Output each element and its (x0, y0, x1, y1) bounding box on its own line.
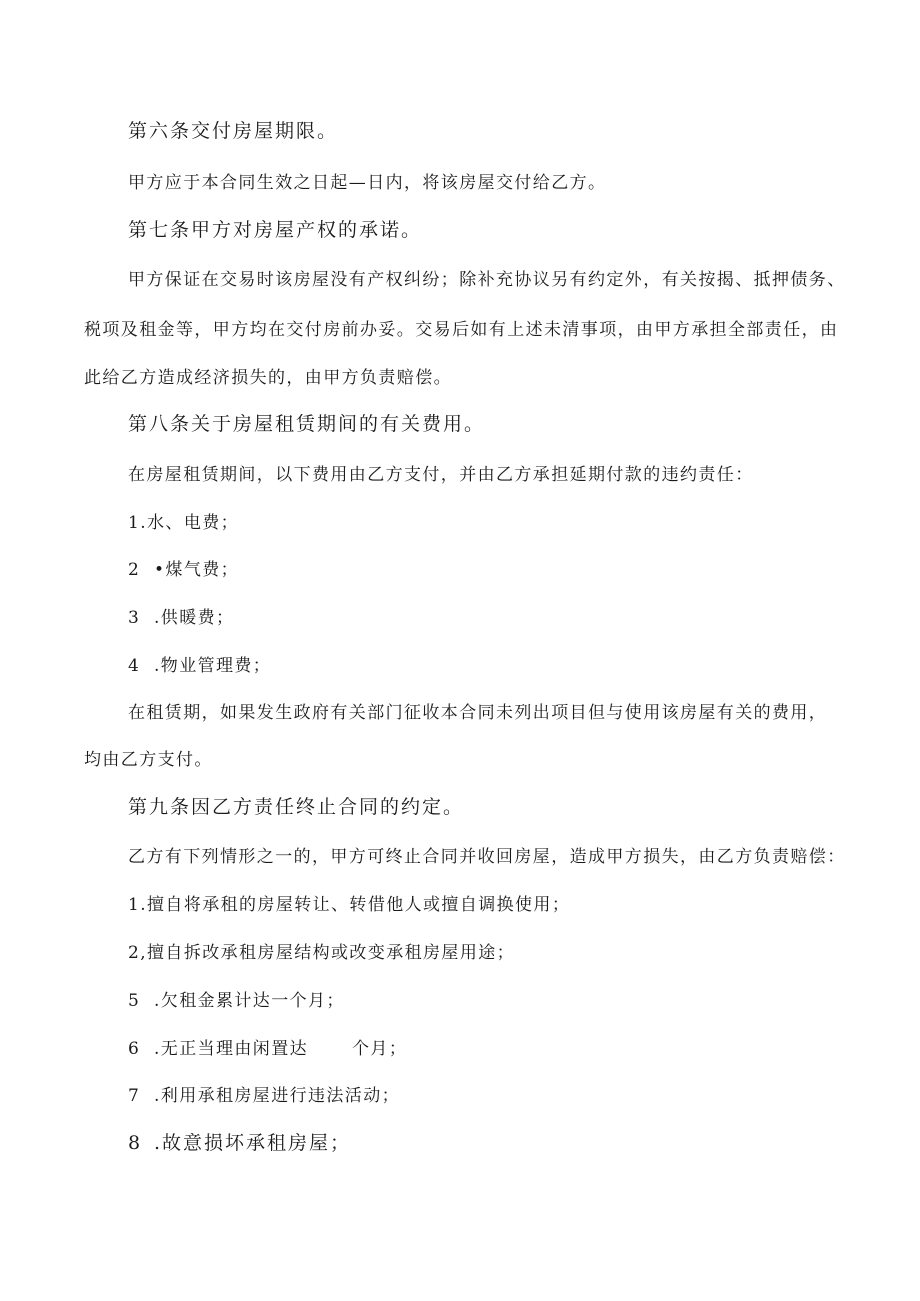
article-8-item-3 (128, 606, 234, 630)
article-9-intro: 乙方有下列情形之一的，甲方可终止合同并收回房屋，造成甲方损失，由乙方负责赔偿： (128, 847, 846, 867)
article-7-line-1: 甲方保证在交易时该房屋没有产权纠纷；除补充协议另有约定外，有关按揭、抵押债务、 (128, 270, 846, 290)
item-text: .利用承租房屋进行违法活动； (154, 1086, 401, 1106)
article-8-heading: 第八条关于房屋租赁期间的有关费用。 (128, 413, 486, 435)
item-text: •煤气费； (154, 560, 240, 580)
article-9-item-3 (128, 989, 345, 1013)
item-number: 4 (128, 656, 141, 676)
item-number: 8 (128, 1132, 143, 1154)
article-7-heading: 第七条甲方对房屋产权的承诺。 (128, 219, 423, 241)
item-suffix: 个月； (352, 1039, 408, 1059)
article-8-intro: 在房屋租赁期间，以下费用由乙方支付，并由乙方承担延期付款的违约责任： (128, 465, 754, 485)
article-9-item-4 (128, 1037, 407, 1061)
item-number: 5 (128, 991, 141, 1011)
article-8-closing-line-2: 均由乙方支付。 (84, 750, 213, 770)
article-9-item-6 (128, 1131, 351, 1155)
item-number: 2 (128, 560, 141, 580)
article-6-heading: 第六条交付房屋期限。 (128, 120, 339, 142)
item-number: 7 (128, 1086, 141, 1106)
item-text: .欠租金累计达一个月； (154, 991, 345, 1011)
article-9-item-1 (128, 893, 570, 917)
item-text: .故意损坏承租房屋； (154, 1132, 352, 1154)
article-7-line-3: 此给乙方造成经济损失的，由甲方负责赔偿。 (84, 368, 452, 388)
item-number: 6 (128, 1039, 141, 1059)
article-9-item-5 (128, 1084, 400, 1108)
article-9-item-2 (128, 941, 515, 965)
item-text: 1.擅自将承租的房屋转让、转借他人或擅自调换使用； (128, 895, 571, 915)
item-text: .物业管理费； (154, 656, 272, 676)
article-8-item-1 (128, 511, 239, 535)
article-7-line-2: 税项及租金等，甲方均在交付房前办妥。交易后如有上述未清事项，由甲方承担全部责任，由 (84, 320, 839, 340)
item-text: .无正当理由闲置达 (154, 1039, 309, 1059)
item-text: .供暖费； (154, 608, 235, 628)
article-6-body: 甲方应于本合同生效之日起—日内，将该房屋交付给乙方。 (128, 173, 607, 193)
item-number: 3 (128, 608, 141, 628)
article-8-item-4 (128, 654, 271, 678)
article-8-item-2 (128, 558, 239, 582)
item-text: 2,擅自拆改承租房屋结构或改变承租房屋用途； (128, 943, 516, 963)
item-text: 1.水、电费； (128, 513, 240, 533)
article-8-closing-line-1: 在租赁期，如果发生政府有关部门征收本合同未列出项目但与使用该房屋有关的费用， (128, 703, 828, 723)
article-9-heading: 第九条因乙方责任终止合同的约定。 (128, 796, 465, 818)
